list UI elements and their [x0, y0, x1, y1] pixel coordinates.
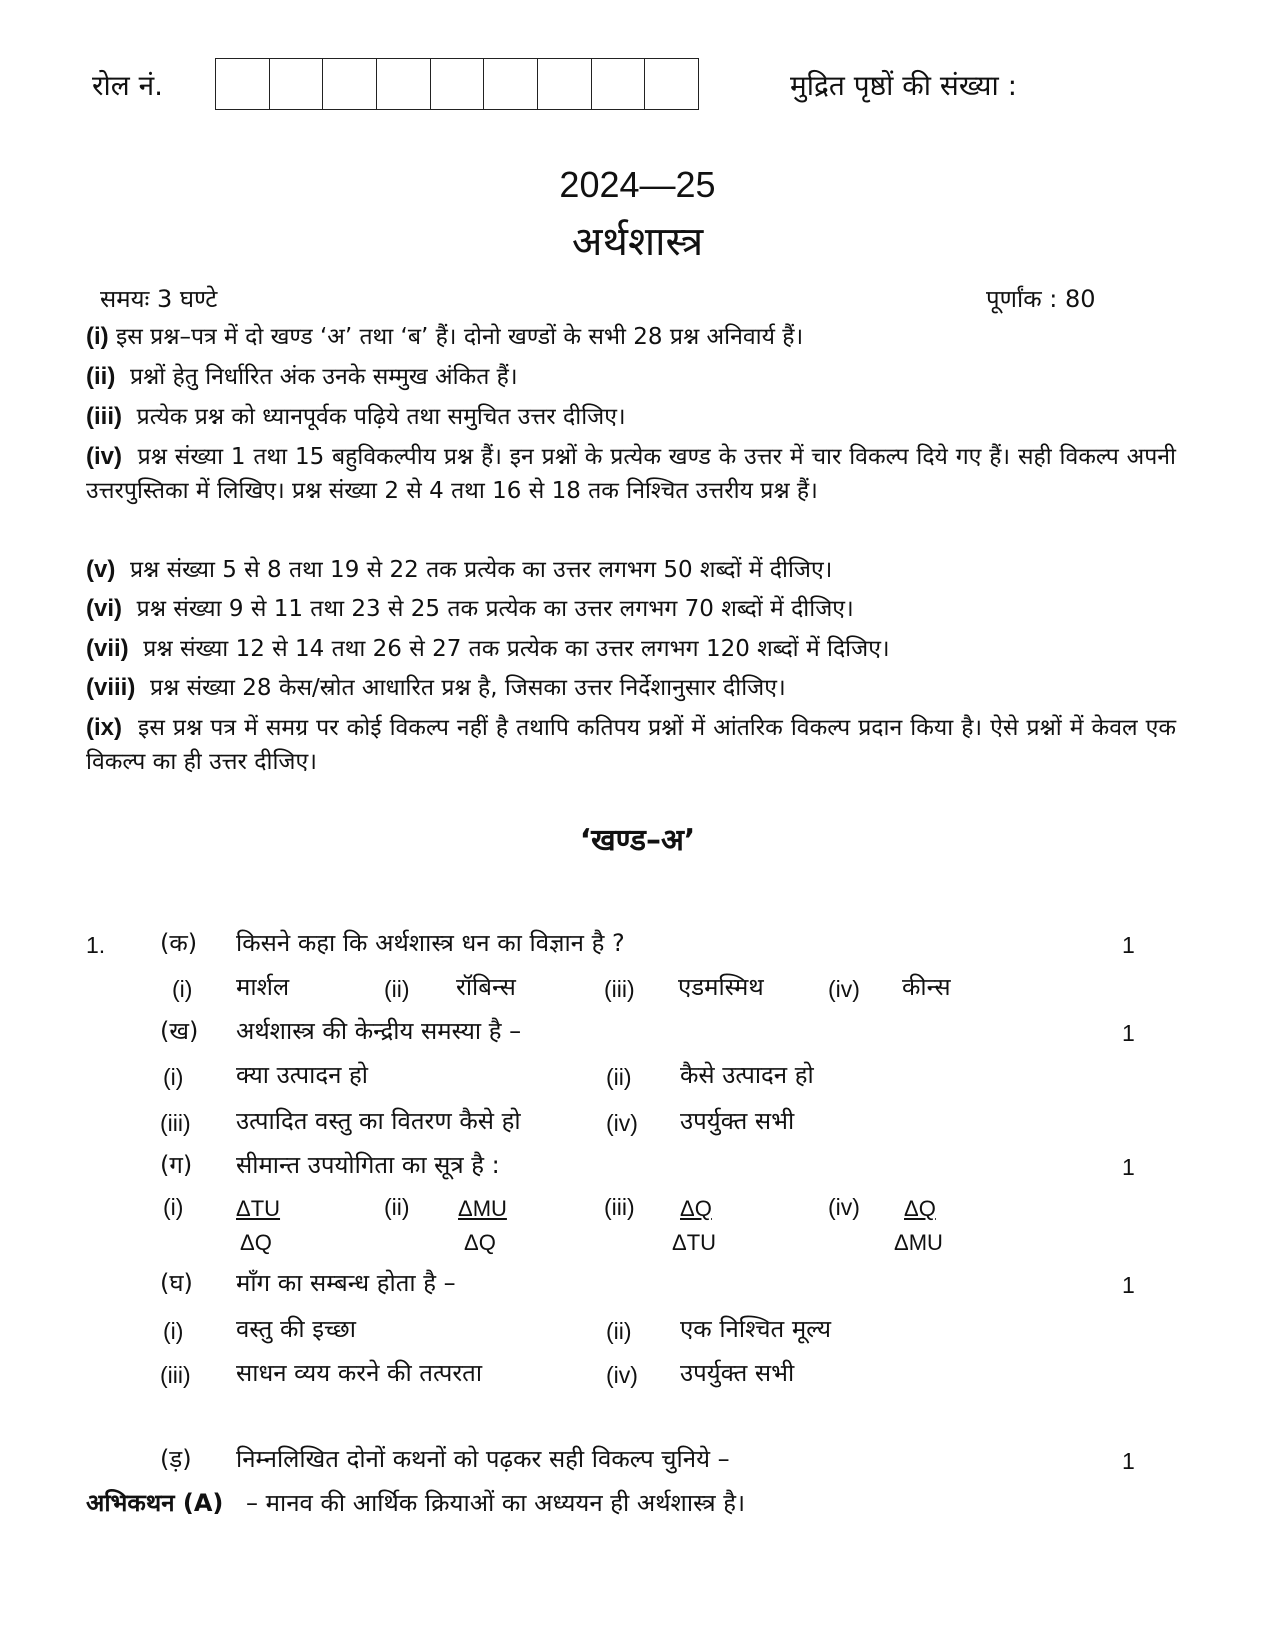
- fraction-numerator: ΔQ: [680, 1196, 712, 1221]
- instruction-item: [86, 360, 1176, 394]
- option-text: उपर्युक्त सभी: [680, 1359, 795, 1387]
- option-number: (iii): [160, 1362, 191, 1388]
- option-text: क्या उत्पादन हो: [236, 1061, 369, 1089]
- option-number: (ii): [384, 976, 410, 1002]
- roll-box[interactable]: [216, 59, 270, 109]
- sub-question-text: माँग का सम्बन्ध होता है –: [236, 1269, 456, 1297]
- roll-box[interactable]: [592, 59, 646, 109]
- instruction-item: [86, 400, 1176, 434]
- exam-year: 2024—25: [559, 164, 716, 205]
- instruction-text: प्रश्न संख्या 1 तथा 15 बहुविकल्पीय प्रश्न हैं। इन प्रश्नों के प्रत्येक खण्ड के उत्तर में चार विकल्प दिये गए हैं। सही विकल्प अपनी उत्तरपुस्तिका में लिखिए। प्रश्न संख्या 2 से 4 तथा 16 से 18 तक निश्चित उत्तरीय प्रश्न हैं।: [86, 444, 1176, 504]
- option-number: (ii): [606, 1318, 632, 1344]
- fraction-numerator: ΔMU: [458, 1196, 507, 1221]
- fraction-denominator: ΔQ: [240, 1230, 272, 1255]
- instruction-text: इस प्रश्न पत्र में समग्र पर कोई विकल्प नहीं है तथापि कतिपय प्रश्नों में आंतरिक विकल्प प्रदान किया है। ऐसे प्रश्नों में केवल एक विकल्प का ही उत्तर दीजिए।: [86, 715, 1176, 775]
- instruction-number: (v): [86, 556, 116, 583]
- option-text: एडमस्मिथ: [678, 973, 764, 1001]
- instruction-text: प्रश्न संख्या 9 से 11 तथा 23 से 25 तक प्रत्येक का उत्तर लगभग 70 शब्दों में दीजिए।: [136, 596, 854, 622]
- subject-title: अर्थशास्त्र: [571, 219, 704, 265]
- fraction-numerator: ΔTU: [236, 1196, 281, 1221]
- fraction-numerator: ΔQ: [904, 1196, 936, 1221]
- instruction-item: [86, 592, 1176, 626]
- section-title: ‘खण्ड–अ’: [579, 823, 696, 858]
- option-number: (iii): [160, 1110, 191, 1136]
- instruction-text: प्रश्नों हेतु निर्धारित अंक उनके सम्मुख अंकित हैं।: [129, 364, 518, 390]
- roll-box[interactable]: [431, 59, 485, 109]
- option-text: कीन्स: [902, 973, 951, 1001]
- option-number: (i): [163, 1318, 184, 1344]
- instruction-item: [86, 711, 1176, 779]
- option-text: साधन व्यय करने की तत्परता: [236, 1359, 483, 1387]
- fraction-denominator: ΔTU: [672, 1230, 717, 1255]
- option-number: (i): [163, 1194, 184, 1220]
- instruction-number: (vi): [86, 595, 122, 622]
- assertion-label: अभिकथन (A): [86, 1489, 224, 1517]
- instruction-text: इस प्रश्न–पत्र में दो खण्ड ‘अ’ तथा ‘ब’ हैं। दोनो खण्डों के सभी 28 प्रश्न अनिवार्य हैं।: [115, 324, 804, 350]
- instruction-item: [86, 553, 1176, 587]
- marks: 1: [1122, 932, 1135, 958]
- sub-question-text: किसने कहा कि अर्थशास्त्र धन का विज्ञान है ?: [236, 929, 625, 957]
- fraction-denominator: ΔMU: [894, 1230, 943, 1255]
- fraction-denominator: ΔQ: [464, 1230, 496, 1255]
- option-number: (iv): [606, 1362, 638, 1388]
- instruction-number: (i): [86, 323, 109, 350]
- instruction-number: (iii): [86, 403, 122, 430]
- option-text: रॉबिन्स: [456, 973, 516, 1001]
- roll-number-boxes[interactable]: [215, 58, 699, 110]
- roll-number-label: रोल नं.: [92, 69, 164, 102]
- marks: 1: [1122, 1448, 1135, 1474]
- option-number: (iv): [606, 1110, 638, 1136]
- roll-box[interactable]: [323, 59, 377, 109]
- question-number: 1.: [86, 932, 106, 958]
- marks: 1: [1122, 1272, 1135, 1298]
- option-text: एक निश्चित मूल्य: [680, 1315, 832, 1343]
- option-number: (iv): [828, 976, 860, 1002]
- instruction-number: (ix): [86, 714, 122, 741]
- instruction-number: (vii): [86, 635, 129, 662]
- sub-question-text: निम्नलिखित दोनों कथनों को पढ़कर सही विकल्प चुनिये –: [236, 1445, 730, 1473]
- option-text: वस्तु की इच्छा: [236, 1315, 356, 1343]
- option-number: (iii): [604, 976, 635, 1002]
- option-text: उपर्युक्त सभी: [680, 1107, 795, 1135]
- marks: 1: [1122, 1020, 1135, 1046]
- sub-question-text: सीमान्त उपयोगिता का सूत्र है :: [236, 1151, 500, 1179]
- instruction-item: [86, 440, 1176, 508]
- instruction-item: [86, 320, 1176, 354]
- sub-question-label: (ग): [160, 1151, 193, 1179]
- roll-box[interactable]: [538, 59, 592, 109]
- sub-question-label: (ख): [160, 1017, 199, 1045]
- sub-question-label: (घ): [160, 1269, 193, 1297]
- marks: 1: [1122, 1154, 1135, 1180]
- option-number: (ii): [384, 1194, 410, 1220]
- option-number: (iii): [604, 1194, 635, 1220]
- option-text: उत्पादित वस्तु का वितरण कैसे हो: [236, 1107, 521, 1135]
- instruction-text: प्रश्न संख्या 12 से 14 तथा 26 से 27 तक प्रत्येक का उत्तर लगभग 120 शब्दों में दिजिए।: [143, 636, 890, 662]
- instruction-text: प्रत्येक प्रश्न को ध्यानपूर्वक पढ़िये तथा समुचित उत्तर दीजिए।: [136, 404, 626, 430]
- option-number: (i): [172, 976, 193, 1002]
- instruction-text: प्रश्न संख्या 5 से 8 तथा 19 से 22 तक प्रत्येक का उत्तर लगभग 50 शब्दों में दीजिए।: [129, 557, 833, 583]
- time-allowed: समयः 3 घण्टे: [100, 285, 218, 313]
- max-marks: पूर्णांक : 80: [986, 285, 1096, 313]
- option-text: कैसे उत्पादन हो: [680, 1061, 814, 1089]
- instruction-text: प्रश्न संख्या 28 केस/स्रोत आधारित प्रश्न है, जिसका उत्तर निर्देशानुसार दीजिए।: [149, 675, 786, 701]
- roll-box[interactable]: [484, 59, 538, 109]
- sub-question-label: (ड़): [160, 1445, 192, 1473]
- instruction-item: [86, 671, 1176, 705]
- instruction-number: (iv): [86, 443, 122, 470]
- sub-question-label: (क): [160, 929, 198, 957]
- instruction-number: (viii): [86, 674, 136, 701]
- option-number: (i): [163, 1064, 184, 1090]
- roll-box[interactable]: [270, 59, 324, 109]
- printed-pages-label: मुद्रित पृष्ठों की संख्या :: [790, 69, 1018, 102]
- sub-question-text: अर्थशास्त्र की केन्द्रीय समस्या है –: [236, 1017, 522, 1045]
- assertion-text: – मानव की आर्थिक क्रियाओं का अध्ययन ही अर्थशास्त्र है।: [246, 1489, 746, 1517]
- instruction-item: [86, 632, 1176, 666]
- instruction-number: (ii): [86, 363, 116, 390]
- option-number: (ii): [606, 1064, 632, 1090]
- option-number: (iv): [828, 1194, 860, 1220]
- roll-box[interactable]: [377, 59, 431, 109]
- option-text: मार्शल: [236, 973, 290, 1001]
- roll-box[interactable]: [645, 59, 698, 109]
